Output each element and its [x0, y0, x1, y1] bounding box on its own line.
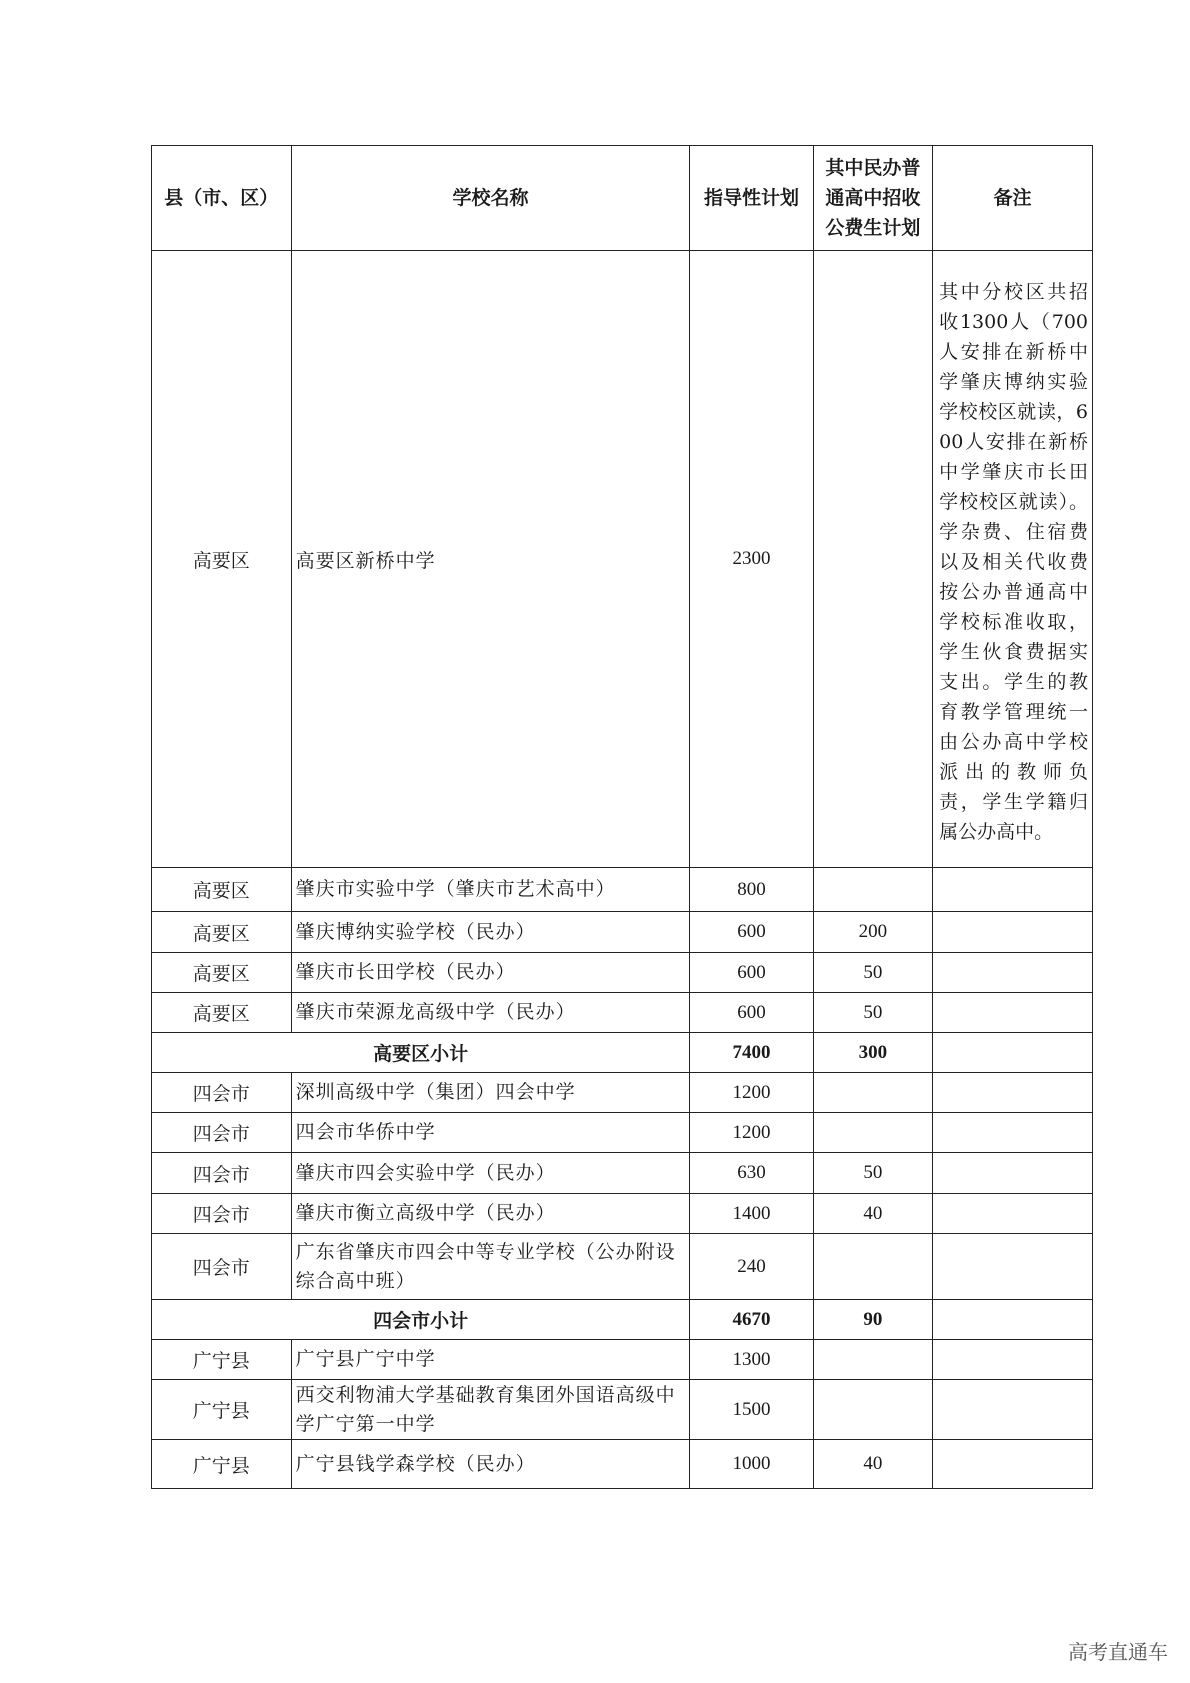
- county-cell: 四会市: [152, 1073, 292, 1113]
- private-public-cell: [813, 1073, 932, 1113]
- subtotal-label: 高要区小计: [152, 1033, 690, 1073]
- plan-cell: 1200: [690, 1113, 813, 1153]
- table-row: [152, 993, 1093, 1033]
- private-public-cell: [813, 1340, 932, 1380]
- subtotal-label: 四会市小计: [152, 1300, 690, 1340]
- subtotal-plan: 4670: [690, 1300, 813, 1340]
- enrollment-plan-table: [151, 145, 1093, 1489]
- private-public-cell: [813, 868, 932, 912]
- table-row: [152, 1113, 1093, 1153]
- table-row: [152, 868, 1093, 912]
- county-cell: 高要区: [152, 912, 292, 953]
- header-note: 备注: [933, 146, 1093, 251]
- county-cell: 广宁县: [152, 1380, 292, 1440]
- sihui-rows: [152, 1073, 1093, 1300]
- note-cell: [933, 1340, 1093, 1380]
- plan-cell: 630: [690, 1153, 813, 1194]
- subtotal-plan: 7400: [690, 1033, 813, 1073]
- plan-cell: 240: [690, 1234, 813, 1300]
- header-school: 学校名称: [291, 146, 690, 251]
- county-cell: 高要区: [152, 868, 292, 912]
- county-cell: 高要区: [152, 251, 292, 868]
- note-cell: [933, 1194, 1093, 1234]
- school-cell: 肇庆市实验中学（肇庆市艺术高中）: [291, 868, 690, 912]
- private-public-cell: [813, 251, 932, 868]
- county-cell: 高要区: [152, 993, 292, 1033]
- note-cell: 其中分校区共招收1300人（700人安排在新桥中学肇庆博纳实验学校校区就读，600人安排在新桥中学肇庆市长田学校校区就读）。学杂费、住宿费以及相关代收费按公办普通高中学校标准收取，学生伙食费据实支出。学生的教育教学管理统一由公办高中学校派出的教师负责，学生学籍归属公办高中。: [933, 251, 1093, 868]
- table-row: [152, 1194, 1093, 1234]
- table-row: [152, 1234, 1093, 1300]
- plan-cell: 1300: [690, 1340, 813, 1380]
- county-cell: 四会市: [152, 1113, 292, 1153]
- watermark-text: 高考直通车: [1068, 1640, 1168, 1664]
- school-cell: 四会市华侨中学: [291, 1113, 690, 1153]
- private-public-cell: 50: [813, 953, 932, 993]
- note-cell: [933, 868, 1093, 912]
- school-cell: 肇庆市四会实验中学（民办）: [291, 1153, 690, 1194]
- subtotal-row-gaoyao: [152, 1033, 1093, 1073]
- school-cell: 广宁县钱学森学校（民办）: [291, 1440, 690, 1489]
- table-row: [152, 251, 1093, 868]
- header-plan: 指导性计划: [690, 146, 813, 251]
- table-row: [152, 1073, 1093, 1113]
- note-cell: [933, 1113, 1093, 1153]
- school-cell: 肇庆市荣源龙高级中学（民办）: [291, 993, 690, 1033]
- school-cell: 广东省肇庆市四会中等专业学校（公办附设综合高中班）: [291, 1234, 690, 1300]
- school-cell: 西交利物浦大学基础教育集团外国语高级中学广宁第一中学: [291, 1380, 690, 1440]
- note-cell: [933, 1153, 1093, 1194]
- plan-cell: 1400: [690, 1194, 813, 1234]
- table-row: [152, 1440, 1093, 1489]
- plan-cell: 1200: [690, 1073, 813, 1113]
- table-row: [152, 1340, 1093, 1380]
- plan-cell: 800: [690, 868, 813, 912]
- table-row: [152, 1380, 1093, 1440]
- school-cell: 肇庆市长田学校（民办）: [291, 953, 690, 993]
- private-public-cell: 50: [813, 1153, 932, 1194]
- plan-cell: 600: [690, 953, 813, 993]
- school-cell: 深圳高级中学（集团）四会中学: [291, 1073, 690, 1113]
- subtotal-private-public: 300: [813, 1033, 932, 1073]
- county-cell: 高要区: [152, 953, 292, 993]
- private-public-cell: [813, 1234, 932, 1300]
- county-cell: 四会市: [152, 1194, 292, 1234]
- note-cell: [933, 1073, 1093, 1113]
- county-cell: 广宁县: [152, 1340, 292, 1380]
- header-row: [152, 146, 1093, 251]
- private-public-cell: 200: [813, 912, 932, 953]
- gaoyao-rows: [152, 868, 1093, 1033]
- note-cell: [933, 912, 1093, 953]
- subtotal-note: [933, 1033, 1093, 1073]
- county-cell: 广宁县: [152, 1440, 292, 1489]
- county-cell: 四会市: [152, 1153, 292, 1194]
- guangning-rows: [152, 1340, 1093, 1489]
- header-county: 县（市、区）: [152, 146, 292, 251]
- table-row: [152, 1153, 1093, 1194]
- county-cell: 四会市: [152, 1234, 292, 1300]
- header-private-public: 其中民办普通高中招收公费生计划: [813, 146, 932, 251]
- note-cell: [933, 1440, 1093, 1489]
- school-cell: 广宁县广宁中学: [291, 1340, 690, 1380]
- table-row: [152, 953, 1093, 993]
- school-cell: 高要区新桥中学: [291, 251, 690, 868]
- table-row: [152, 912, 1093, 953]
- private-public-cell: 40: [813, 1194, 932, 1234]
- subtotal-row-sihui: [152, 1300, 1093, 1340]
- private-public-cell: [813, 1113, 932, 1153]
- school-cell: 肇庆博纳实验学校（民办）: [291, 912, 690, 953]
- plan-cell: 2300: [690, 251, 813, 868]
- private-public-cell: [813, 1380, 932, 1440]
- note-cell: [933, 953, 1093, 993]
- private-public-cell: 50: [813, 993, 932, 1033]
- note-cell: [933, 993, 1093, 1033]
- note-cell: [933, 1234, 1093, 1300]
- plan-cell: 1000: [690, 1440, 813, 1489]
- school-cell: 肇庆市衡立高级中学（民办）: [291, 1194, 690, 1234]
- subtotal-note: [933, 1300, 1093, 1340]
- plan-cell: 600: [690, 993, 813, 1033]
- private-public-cell: 40: [813, 1440, 932, 1489]
- subtotal-private-public: 90: [813, 1300, 932, 1340]
- plan-cell: 1500: [690, 1380, 813, 1440]
- plan-cell: 600: [690, 912, 813, 953]
- note-cell: [933, 1380, 1093, 1440]
